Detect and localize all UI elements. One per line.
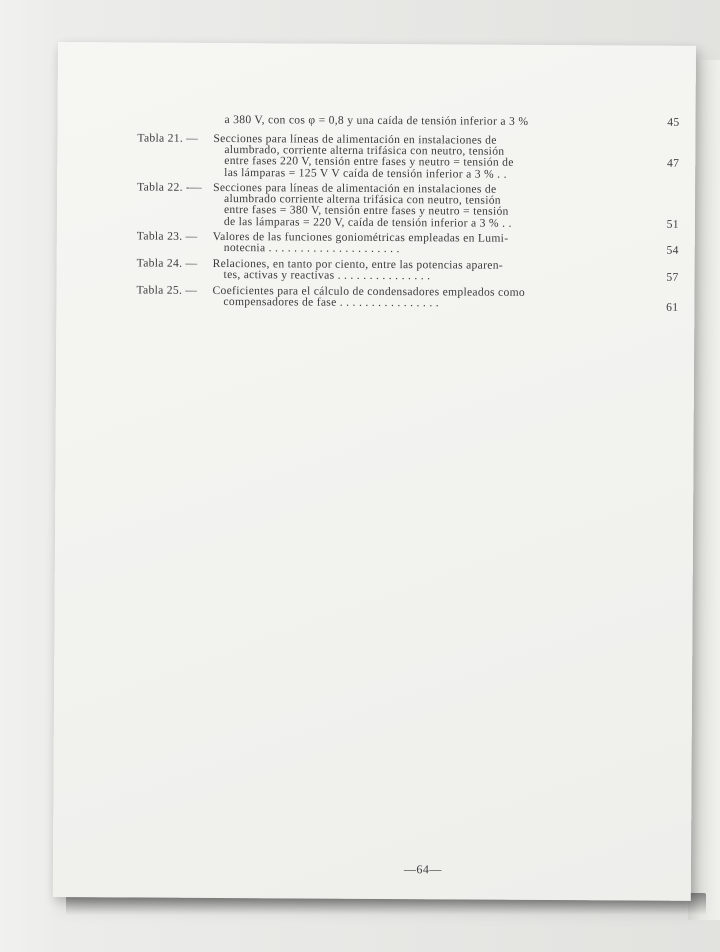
toc-entry-line: Secciones para líneas de alimentación en instalaciones de — [213, 180, 497, 196]
toc-entry-label: Tabla 25. — — [136, 283, 198, 297]
toc-entry-line: Coeficientes para el cálculo de condensadores empleados como — [212, 283, 526, 299]
toc-entry-line: de las lámparas = 220 V, caída de tensión inferior a 3 % . . — [223, 214, 512, 230]
toc-entry-line: Secciones para líneas de alimentación en instalaciones de — [213, 131, 497, 147]
toc-entry-label: Tabla 22. -— — [137, 180, 203, 194]
toc-continuation-text: a 380 V, con cos φ = 0,8 y una caída de tensión inferior a 3 % — [224, 113, 529, 128]
table-of-contents — [136, 110, 680, 314]
toc-entry-line: Relaciones, en tanto por ciento, entre las potencias aparen- — [212, 256, 504, 272]
toc-entry-tabla-24 — [137, 257, 677, 283]
toc-entry-line: entre fases 220 V, tensión entre fases y neutro = tensión de — [224, 154, 514, 170]
page-number: —64— — [403, 862, 442, 877]
toc-entry-line: Valores de las funciones goniométricas empleadas en Lumi- — [212, 229, 509, 245]
toc-entry-tabla-21 — [137, 131, 680, 181]
toc-entry-page: 47 — [667, 156, 680, 170]
toc-entry-page: 61 — [666, 300, 679, 314]
toc-entry-line: entre fases = 380 V, tensión entre fases y neutro = tensión — [223, 203, 509, 219]
toc-entry-line: alumbrado corriente alterna trifásica con neutro, tensión — [224, 192, 501, 207]
toc-entry-tabla-23 — [137, 230, 677, 256]
toc-entry-line: tes, activas y reactivas . . . . . . . . . . . . . . . — [223, 268, 431, 283]
toc-entry-line: alumbrado, corriente alterna trifásica con neutro, tensión — [224, 143, 505, 158]
toc-entry-line: compensadores de fase . . . . . . . . . . . . . . . . — [223, 295, 439, 310]
toc-entry-label: Tabla 21. — — [137, 131, 199, 145]
toc-continuation-page: 45 — [667, 115, 680, 129]
toc-entry-tabla-22 — [137, 181, 677, 229]
toc-entry-label: Tabla 23. — — [136, 229, 198, 243]
toc-entry-tabla-25 — [136, 283, 679, 314]
document-page — [53, 42, 696, 901]
toc-entry-page: 54 — [666, 243, 679, 257]
toc-entry-label: Tabla 24. — — [136, 256, 198, 270]
toc-entry-line: notecnia . . . . . . . . . . . . . . . . . . . . . — [223, 241, 400, 256]
toc-entry-line: las lámparas = 125 V V caída de tensión inferior a 3 % . . — [224, 165, 507, 181]
toc-entry-page: 57 — [666, 270, 679, 284]
toc-entry-page: 51 — [666, 217, 679, 231]
